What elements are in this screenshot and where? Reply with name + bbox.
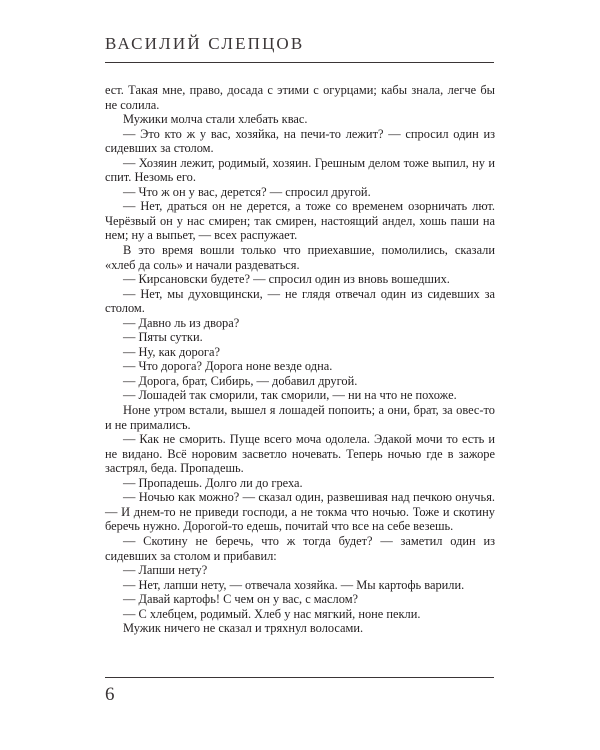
- paragraph: — Скотину не беречь, что ж тогда будет? — заметил один из сидевших за столом и прибавил:: [105, 533, 495, 563]
- paragraph: — Нет, лапши нету, — отвечала хозяйка. — Мы картофь варили.: [123, 577, 465, 592]
- paragraph: — Кирсановски будете? — спросил один из вновь вошедших.: [123, 272, 450, 287]
- paragraph: — Давай картофь! С чем он у вас, с маслом?: [123, 592, 359, 607]
- paragraph: — Что ж он у вас, дерется? — спросил другой.: [123, 184, 371, 199]
- running-title: ВАСИЛИЙ СЛЕПЦОВ: [105, 34, 305, 53]
- paragraph: — Как не сморить. Пуще всего моча одолела. Эдакой мочи то есть и не видано. Всё норовим засветло ночевать. Теперь ночью где в зажоре застрял, беда. Пропадешь.: [105, 432, 495, 476]
- paragraph: — Дорога, брат, Сибирь, — добавил другой.: [123, 373, 358, 388]
- paragraph: — Лапши нету?: [123, 563, 208, 578]
- paragraph: — Ночью как можно? — сказал один, развешивая над печкою онучья. — И днем-то не приведи господи, а не токма что ночью. Тоже и скотину беречь нужно. Дорогой-то едешь, почитай что все на себе везешь.: [105, 490, 495, 534]
- paragraph: Мужики молча стали хлебать квас.: [123, 112, 308, 127]
- header-rule: [105, 62, 494, 63]
- paragraph: — С хлебцем, родимый. Хлеб у нас мягкий, ноне пекли.: [123, 606, 421, 621]
- paragraph: — Хозяин лежит, родимый, хозяин. Грешным делом тоже выпил, ну и спит. Незомь его.: [105, 155, 495, 185]
- paragraph: ест. Такая мне, право, досада с этими с огурцами; кабы знала, легче бы не солила.: [105, 83, 495, 112]
- paragraph: — Нет, мы духовщински, — не глядя отвечал один из сидевших за столом.: [105, 286, 495, 316]
- paragraph: — Это кто ж у вас, хозяйка, на печи-то лежит? — спросил один из сидевших за столом.: [105, 126, 495, 156]
- paragraph: Ноне утром встали, вышел я лошадей попоить; а они, брат, за овес-то и не прималисъ.: [105, 403, 495, 432]
- paragraph: — Давно ль из двора?: [123, 315, 240, 330]
- paragraph: — Пропадешь. Долго ли до греха.: [123, 475, 303, 490]
- paragraph: — Нет, драться он не дерется, а тоже со временем озорничать лют. Черёзвый он у нас смирен; так смирен, настоящий андел, хошь паши на нем; ну а выпьет, — всех распужает.: [105, 199, 495, 243]
- footer-rule: [105, 677, 494, 678]
- paragraph: — Что дорога? Дорога ноне везде одна.: [123, 359, 333, 374]
- paragraph: Мужик ничего не сказал и тряхнул волосами.: [123, 621, 364, 636]
- paragraph: — Лошадей так сморили, так сморили, — ни на что не похоже.: [123, 388, 457, 403]
- paragraph: — Ну, как дорога?: [123, 344, 221, 359]
- paragraph: В это время вошли только что приехавшие, помолились, сказали «хлеб да соль» и начали раздеваться.: [105, 243, 495, 272]
- body-text: [105, 83, 495, 636]
- page-number: 6: [105, 684, 115, 705]
- paragraph: — Пяты сутки.: [123, 330, 203, 345]
